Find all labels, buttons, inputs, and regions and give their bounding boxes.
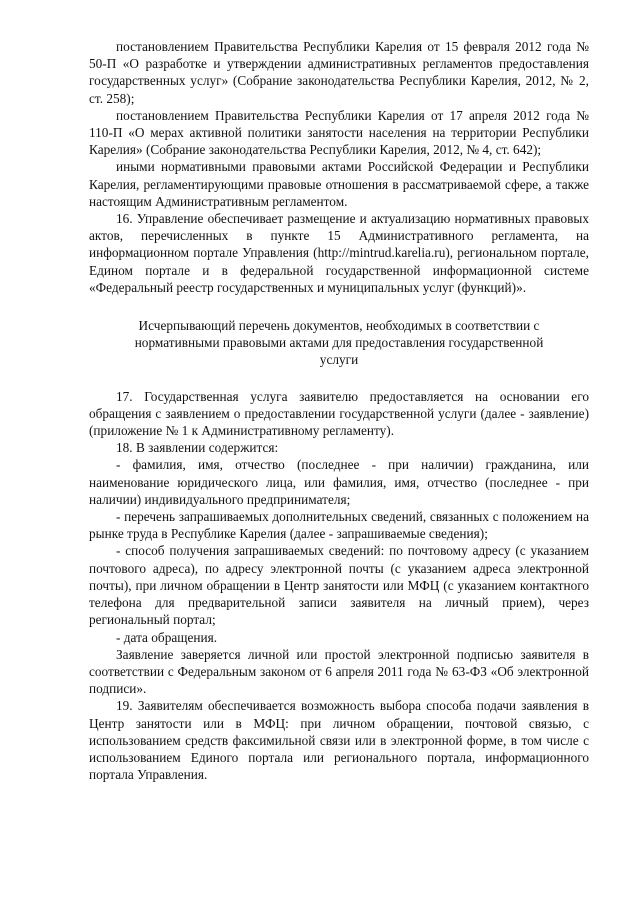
list-item-requested-info: - перечень запрашиваемых дополнительных сведений, связанных с положением на рынке труда в Республике Карелия (далее - запрашиваемые сведения); [89,509,589,542]
paragraph-decree-50p: постановлением Правительства Республики Карелия от 15 февраля 2012 года № 50-П «О разработке и утверждении административных регламентов предоставления государственных услуг» (Собрание законодательства Республики Карелия, 2012, № 2, ст. 258); [89,39,589,106]
document-page [89,38,589,783]
section-heading-line-3: услуги [319,352,359,368]
section-heading [89,317,589,369]
section-heading-line-2: нормативными правовыми актами для предоставления государственной [134,335,544,351]
paragraph-decree-110p: постановлением Правительства Республики Карелия от 17 апреля 2012 года № 110-П «О мерах активной политики занятости населения на территории Республики Карелия» (Собрание законодательства Республики Карелия, 2012, № 4, ст. 642); [89,107,589,158]
section-heading-line-1: Исчерпывающий перечень документов, необходимых в соответствии с [138,318,540,334]
paragraph-18: 18. В заявлении содержится: [116,440,279,456]
list-item-name: - фамилия, имя, отчество (последнее - при наличии) гражданина, или наименование юридического лица, или фамилия, имя, отчество (последнее - при наличии) индивидуального предпринимателя; [89,457,589,507]
paragraph-17: 17. Государственная услуга заявителю предоставляется на основании его обращения с заявлением о предоставлении государственной услуги (далее - заявление) (приложение № 1 к Административному регламенту). [89,388,589,439]
list-item-date: - дата обращения. [116,629,218,645]
paragraph-signature: Заявление заверяется личной или простой электронной подписью заявителя в соответствии с Федеральным законом от 6 апреля 2011 года № 63-ФЗ «Об электронной подписи». [89,646,589,697]
paragraph-19: 19. Заявителям обеспечивается возможность выбора способа подачи заявления в Центр занятости или в МФЦ: при личном обращении, почтовой связью, с использованием средств факсимильной связи или в электронной форме, в том числе с использованием Единого портала или регионального портала, информационного портала Управления. [89,698,589,783]
paragraph-other-acts: иными нормативными правовыми актами Российской Федерации и Республики Карелия, регламентирующими правовые отношения в рассматриваемой сфере, а также настоящим Административным регламентом. [89,159,589,209]
paragraph-16: 16. Управление обеспечивает размещение и актуализацию нормативных правовых актов, перечисленных в пункте 15 Административного регламента, на информационном портале Управления (http://mintrud.karelia.ru), региональном портале, Едином портале и в федеральной государственной информационной системе «Федеральный реестр государственных и муниципальных услуг (функций)». [89,211,589,295]
list-item-delivery-method: - способ получения запрашиваемых сведений: по почтовому адресу (с указанием почтового адреса), по адресу электронной почты (с указанием адреса электронной почты), при личном обращении в Центр занятости или МФЦ (с указанием контактного телефона для предварительной записи заявителя на личный прием), через региональный портал; [89,543,589,628]
